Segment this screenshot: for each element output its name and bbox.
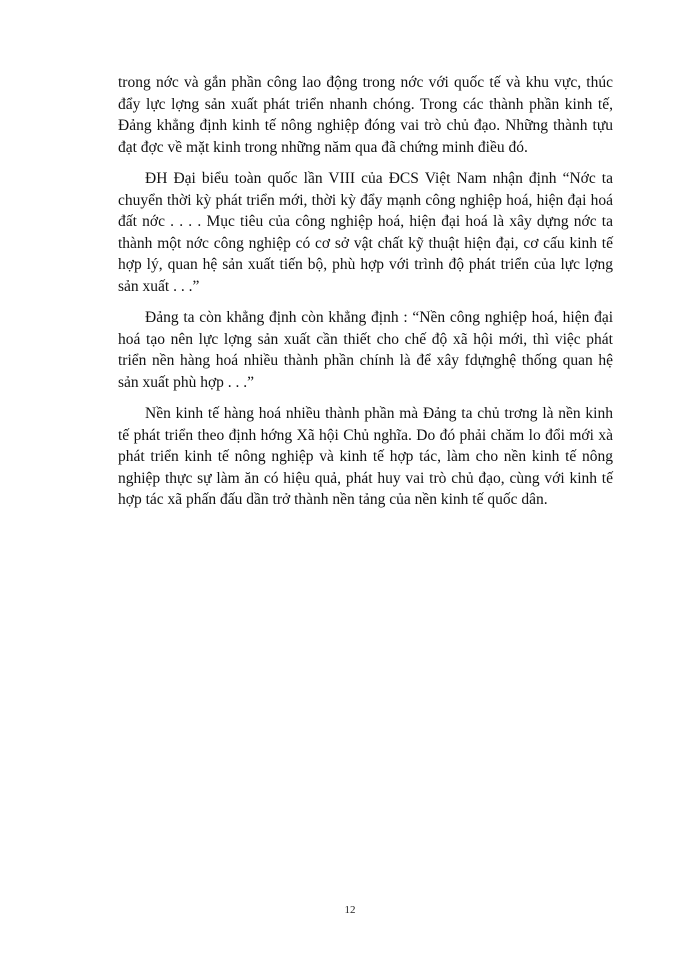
body-text (118, 72, 613, 521)
paragraph-4: Nền kinh tế hàng hoá nhiều thành phần mà Đảng ta chủ trơng là nền kinh tế phát triển theo định hớng Xã hội Chủ nghĩa. Do đó phải chăm lo đổi mới xà phát triển kinh tế nông nghiệp và kinh tế hợp tác, làm cho nền kinh tế nông nghiệp thực sự làm ăn có hiệu quả, phát huy vai trò chủ đạo, cùng với kinh tế hợp tác xã phấn đấu dần trở thành nền tảng của nền kinh tế quốc dân. (118, 405, 613, 508)
page-number: 12 (344, 904, 356, 916)
paragraph-1: trong nớc và gắn phần công lao động trong nớc với quốc tế và khu vực, thúc đẩy lực lợng sản xuất phát triển nhanh chóng. Trong các thành phần kinh tế, Đảng khẳng định kinh tế nông nghiệp đóng vai trò chủ đạo. Những thành tựu đạt đợc về mặt kinh trong những năm qua đã chứng minh điều đó. (118, 74, 613, 156)
paragraph-3: Đảng ta còn khẳng định còn khẳng định : “Nền công nghiệp hoá, hiện đại hoá tạo nên lực lợng sản xuất cần thiết cho chế độ xã hội mới, thì việc phát triển nền hàng hoá nhiều thành phần chính là để xây fdựnghệ thống quan hệ sản xuất phù hợp . . .” (118, 309, 613, 391)
paragraph-2: ĐH Đại biểu toàn quốc lần VIII của ĐCS Việt Nam nhận định “Nớc ta chuyển thời kỳ phát triển mới, thời kỳ đẩy mạnh công nghiệp hoá, hiện đại hoá đất nớc . . . . Mục tiêu của công nghiệp hoá, hiện đại hoá là xây dựng nớc ta thành một nớc công nghiệp có cơ sở vật chất kỹ thuật hiện đại, cơ cấu kinh tế hợp lý, quan hệ sản xuất tiến bộ, phù hợp với trình độ phát triển của lực lợng sản xuất . . .” (118, 170, 613, 295)
